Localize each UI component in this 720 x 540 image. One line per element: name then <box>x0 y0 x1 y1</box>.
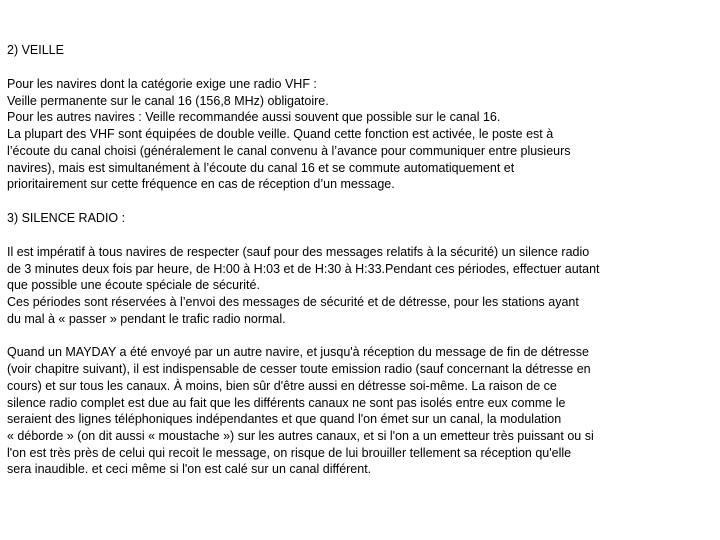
text-line: silence radio complet est due au fait que les différents canaux ne sont pas isolés entre eux comme le <box>7 395 566 410</box>
text-line: l’écoute du canal choisi (généralement le canal convenu à l’avance pour communiquer entre plusieurs <box>7 143 571 158</box>
text-line: que possible une écoute spéciale de sécurité. <box>7 278 260 293</box>
section-heading-veille: 2) VEILLE <box>7 43 64 57</box>
veille-paragraph <box>7 76 715 193</box>
text-line: l'on est très près de celui qui recoit le message, on risque de lui brouiller tellement sa réception qu'elle <box>7 445 572 460</box>
text-line: navires), mais est simultanément à l’écoute du canal 16 et se commute automatiquement et <box>7 160 515 175</box>
silence-paragraph-2 <box>7 344 715 478</box>
text-line: du mal à « passer » pendant le trafic radio normal. <box>7 311 286 326</box>
text-line: Veille permanente sur le canal 16 (156,8 MHz) obligatoire. <box>7 93 329 108</box>
text-line: Pour les navires dont la catégorie exige une radio VHF : <box>7 77 317 91</box>
text-line: « déborde » (on dit aussi « moustache ») sur les autres canaux, et si l'on a un emetteur très puissant ou si <box>7 428 594 443</box>
text-line: sera inaudible. et ceci même si l'on est calé sur un canal différent. <box>7 462 372 477</box>
document-page <box>7 42 715 478</box>
text-line: Il est impératif à tous navires de respecter (sauf pour des messages relatifs à la sécurité) un silence radio <box>7 244 590 259</box>
text-line: prioritairement sur cette fréquence en cas de réception d’un message. <box>7 177 395 192</box>
text-line: cours) et sur tous les canaux. À moins, bien sûr d'être aussi en détresse soi-même. La raison de ce <box>7 378 557 393</box>
spacer <box>7 59 715 76</box>
text-line: La plupart des VHF sont équipées de double veille. Quand cette fonction est activée, le poste est à <box>7 127 554 142</box>
text-line: Pour les autres navires : Veille recommandée aussi souvent que possible sur le canal 16. <box>7 110 501 125</box>
text-line: de 3 minutes deux fois par heure, de H:00 à H:03 et de H:30 à H:33.Pendant ces périodes, effectuer autant <box>7 261 600 276</box>
text-line: (voir chapitre suivant), il est indispensable de cesser toute emission radio (sauf concernant la détresse en <box>7 362 591 377</box>
text-line: Ces périodes sont réservées à l’envoi des messages de sécurité et de détresse, pour les stations ayant <box>7 295 579 310</box>
spacer <box>7 327 715 344</box>
spacer <box>7 227 715 244</box>
section-heading-silence-radio: 3) SILENCE RADIO : <box>7 210 126 225</box>
text-line: Quand un MAYDAY a été envoyé par un autre navire, et jusqu'à réception du message de fin de détresse <box>7 345 589 360</box>
spacer <box>7 193 715 210</box>
silence-paragraph-1 <box>7 244 715 328</box>
text-line: seraient des lignes téléphoniques indépendantes et que quand l'on émet sur un canal, la modulation <box>7 412 562 427</box>
